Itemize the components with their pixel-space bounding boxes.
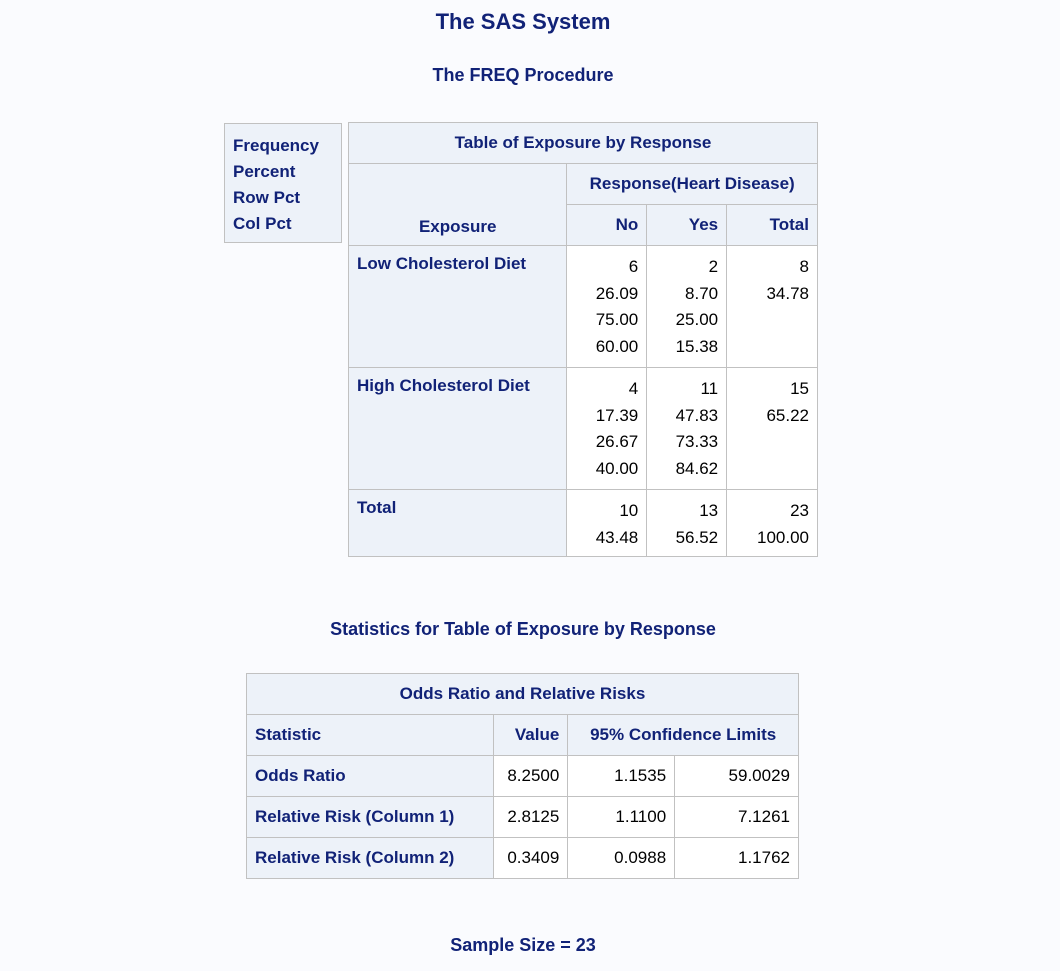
cell-value: 25.00 bbox=[675, 310, 719, 329]
legend-item: Frequency bbox=[233, 136, 319, 155]
row-header: Total bbox=[349, 490, 567, 557]
row-header: Relative Risk (Column 1) bbox=[247, 797, 494, 838]
col-header-total: Total bbox=[727, 205, 818, 246]
table-row bbox=[247, 838, 799, 879]
system-title: The SAS System bbox=[435, 9, 611, 34]
odds-table-title: Odds Ratio and Relative Risks bbox=[247, 674, 799, 715]
legend-item: Col Pct bbox=[233, 214, 292, 233]
cell-value: 26.09 bbox=[595, 283, 639, 303]
upper-limit-cell: 59.0029 bbox=[675, 756, 799, 797]
cell-value: 8 bbox=[799, 257, 809, 276]
col-header-yes: Yes bbox=[647, 205, 727, 246]
cell-value: 47.83 bbox=[675, 405, 719, 425]
cell-value: 73.33 bbox=[675, 432, 719, 451]
table-cell bbox=[567, 246, 647, 368]
value-header: Value bbox=[494, 715, 568, 756]
cell-value: 65.22 bbox=[766, 405, 809, 425]
cell-value: 34.78 bbox=[766, 283, 809, 303]
crosstab-table bbox=[348, 122, 818, 557]
cell-value: 26.67 bbox=[595, 432, 639, 451]
cell-value: 40.00 bbox=[595, 458, 639, 478]
upper-limit-cell: 7.1261 bbox=[675, 797, 799, 838]
table-row bbox=[247, 797, 799, 838]
cell-value: 75.00 bbox=[595, 310, 639, 329]
table-cell bbox=[727, 490, 818, 557]
cell-value: 2 bbox=[708, 257, 719, 276]
cell-contents-legend bbox=[224, 123, 342, 243]
confidence-limits-header: 95% Confidence Limits bbox=[568, 715, 799, 756]
cell-value: 56.52 bbox=[675, 527, 719, 547]
sample-size-footer: Sample Size = 23 bbox=[450, 935, 596, 955]
cell-value: 23 bbox=[790, 501, 809, 520]
table-row-total bbox=[349, 490, 818, 557]
crosstab-title: Table of Exposure by Response bbox=[349, 123, 818, 164]
row-header: Relative Risk (Column 2) bbox=[247, 838, 494, 879]
legend-item: Row Pct bbox=[233, 188, 301, 207]
exposure-header: Exposure bbox=[349, 164, 567, 246]
value-cell: 2.8125 bbox=[494, 797, 568, 838]
cell-value: 10 bbox=[619, 501, 639, 520]
legend-item: Percent bbox=[233, 162, 296, 181]
row-header: High Cholesterol Diet bbox=[349, 368, 567, 490]
cell-value: 15 bbox=[790, 379, 809, 398]
row-header: Low Cholesterol Diet bbox=[349, 246, 567, 368]
odds-ratio-table bbox=[246, 673, 799, 879]
row-header: Odds Ratio bbox=[247, 756, 494, 797]
table-cell bbox=[727, 368, 818, 490]
cell-value: 4 bbox=[628, 379, 639, 398]
upper-limit-cell: 1.1762 bbox=[675, 838, 799, 879]
table-cell bbox=[727, 246, 818, 368]
statistic-header: Statistic bbox=[247, 715, 494, 756]
cell-value: 84.62 bbox=[675, 458, 719, 478]
value-cell: 8.2500 bbox=[494, 756, 568, 797]
cell-value: 13 bbox=[699, 501, 719, 520]
statistics-title: Statistics for Table of Exposure by Response bbox=[330, 619, 716, 639]
table-cell bbox=[647, 246, 727, 368]
table-cell bbox=[647, 368, 727, 490]
table-row bbox=[247, 756, 799, 797]
cell-value: 15.38 bbox=[675, 336, 719, 356]
table-row bbox=[349, 368, 818, 490]
lower-limit-cell: 0.0988 bbox=[568, 838, 675, 879]
value-cell: 0.3409 bbox=[494, 838, 568, 879]
table-cell bbox=[567, 368, 647, 490]
cell-value: 43.48 bbox=[595, 527, 639, 547]
cell-value: 17.39 bbox=[595, 405, 639, 425]
response-header: Response(Heart Disease) bbox=[567, 164, 818, 205]
table-cell bbox=[647, 490, 727, 557]
table-row bbox=[349, 246, 818, 368]
table-cell bbox=[567, 490, 647, 557]
cell-value: 11 bbox=[700, 379, 719, 398]
cell-value: 6 bbox=[628, 257, 639, 276]
cell-value: 60.00 bbox=[595, 336, 639, 356]
lower-limit-cell: 1.1100 bbox=[568, 797, 675, 838]
lower-limit-cell: 1.1535 bbox=[568, 756, 675, 797]
cell-value: 8.70 bbox=[685, 283, 719, 303]
cell-value: 100.00 bbox=[757, 527, 809, 547]
col-header-no: No bbox=[567, 205, 647, 246]
procedure-title: The FREQ Procedure bbox=[432, 65, 614, 85]
